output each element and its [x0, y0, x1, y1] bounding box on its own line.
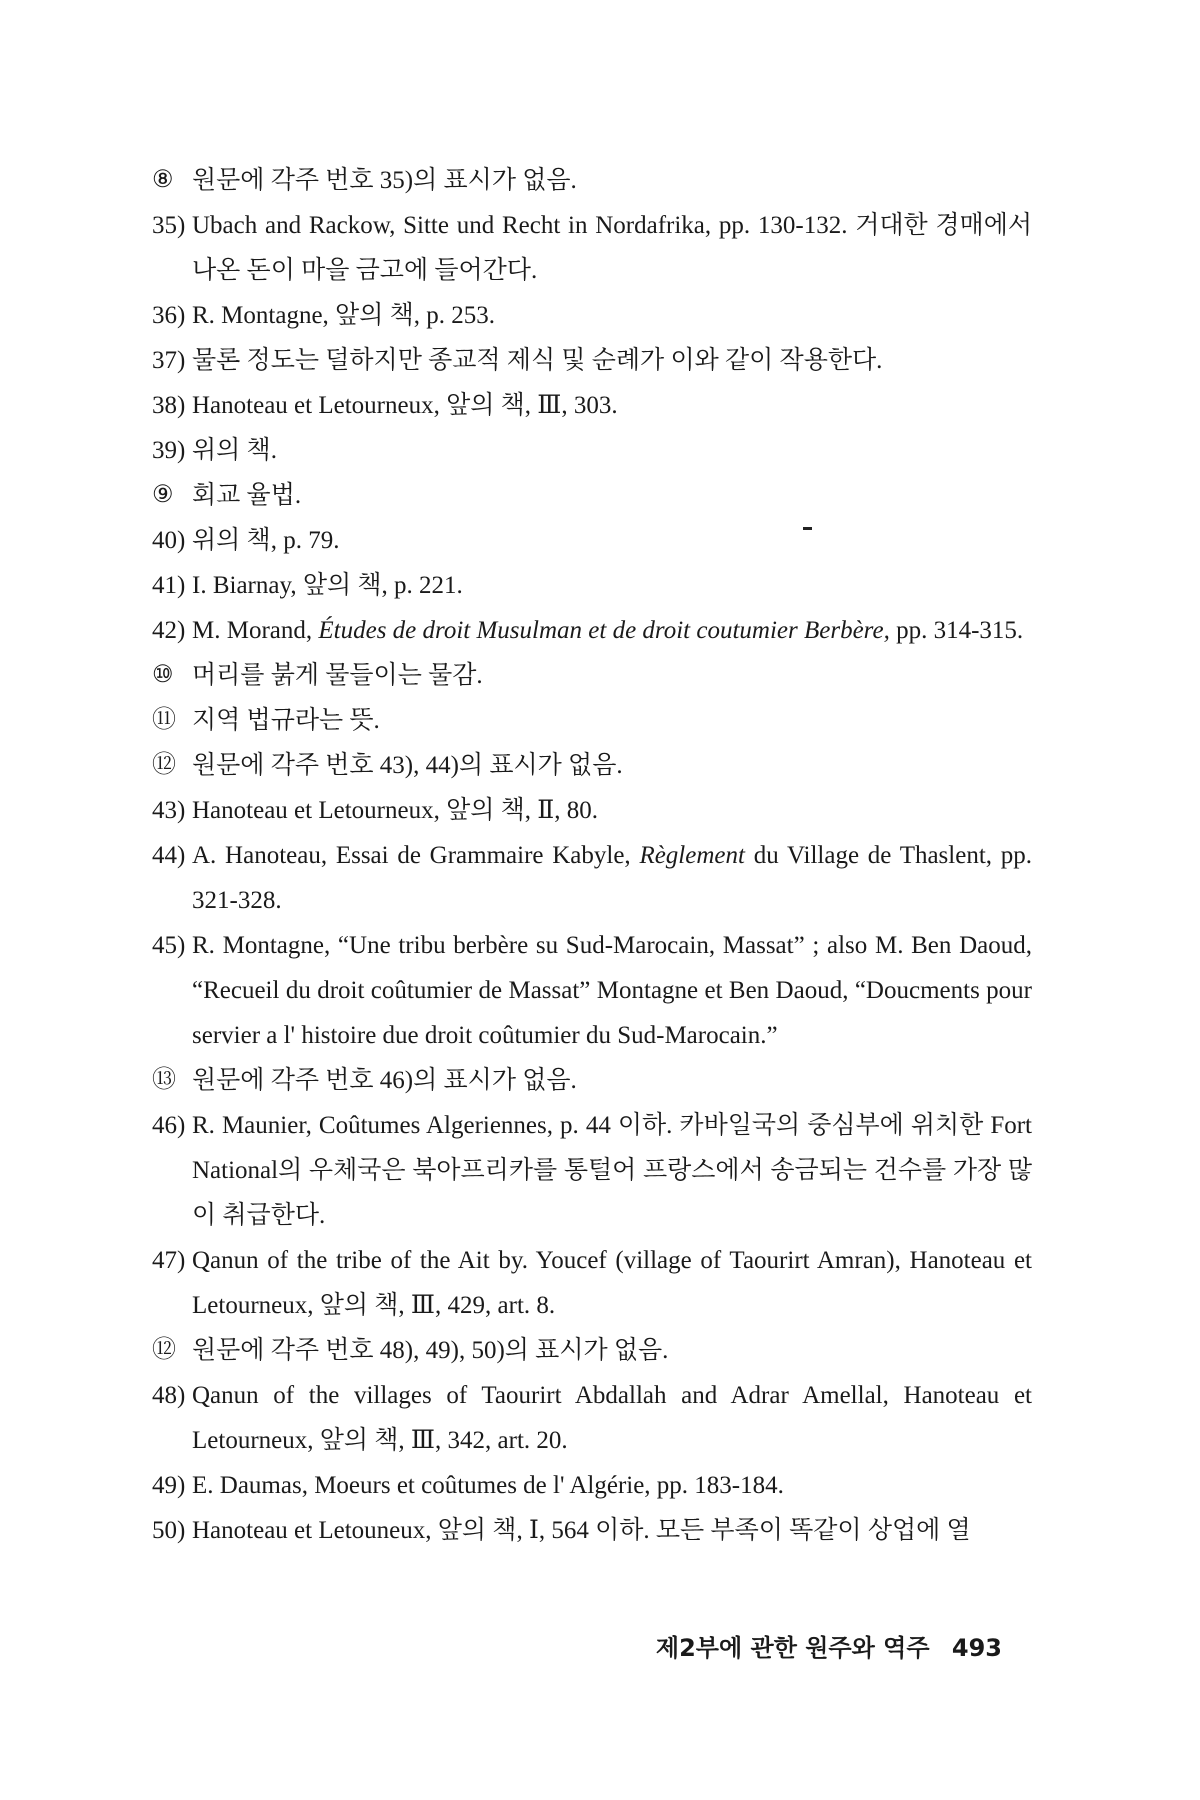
note-text: R. Montagne, 앞의 책, p. 253.: [192, 302, 495, 329]
note-text: I. Biarnay, 앞의 책, p. 221.: [192, 572, 463, 599]
note-marker: 46): [152, 1112, 186, 1139]
note-marker: ⑩: [152, 662, 174, 688]
author-note: [152, 1238, 1032, 1328]
note-text-tail: du Village de Thaslent, pp. 321-328.: [192, 842, 1033, 914]
author-note: [152, 518, 1032, 563]
note-marker: ⑫: [152, 1337, 176, 1363]
translator-note: [152, 653, 1032, 698]
note-marker: ⑬: [152, 1067, 176, 1093]
author-note: [152, 608, 1032, 653]
note-text: 원문에 각주 번호 48), 49), 50)의 표시가 없음.: [192, 1337, 669, 1364]
note-text: Hanoteau et Letourneux, 앞의 책, Ⅲ, 303.: [192, 392, 618, 419]
author-note: [152, 1463, 1032, 1508]
note-marker: 45): [152, 932, 186, 959]
author-note: [152, 1508, 1032, 1553]
translator-note: [152, 743, 1032, 788]
note-marker: 49): [152, 1472, 186, 1499]
note-text: 원문에 각주 번호 46)의 표시가 없음.: [192, 1067, 577, 1094]
note-marker: 48): [152, 1382, 186, 1409]
author-note: [152, 203, 1032, 293]
note-marker: 42): [152, 617, 186, 644]
translator-note: [152, 1058, 1032, 1103]
book-title-italic: Études de droit Musulman et de droit coutumier Berbère,: [318, 617, 890, 644]
author-note: [152, 1373, 1032, 1463]
note-text: 머리를 붉게 물들이는 물감.: [192, 662, 483, 689]
translator-note: [152, 1328, 1032, 1373]
note-marker: 39): [152, 437, 186, 464]
note-marker: ⑪: [152, 707, 176, 733]
author-note: [152, 833, 1032, 923]
note-marker: ⑨: [152, 482, 174, 508]
footnote-list: [152, 158, 1032, 1553]
note-text: Qanun of the villages of Taourirt Abdallah and Adrar Amellal, Hanoteau et Letourneux, 앞의 책, Ⅲ, 342, art. 20.: [192, 1382, 1032, 1454]
page-number: 493: [951, 1634, 1002, 1662]
author-note: [152, 383, 1032, 428]
translator-note: [152, 158, 1032, 203]
note-text: Hanoteau et Letourneux, 앞의 책, Ⅱ, 80.: [192, 797, 599, 824]
note-text-lead: A. Hanoteau, Essai de Grammaire Kabyle,: [192, 842, 640, 869]
note-text: Ubach and Rackow, Sitte und Recht in Nordafrika, pp. 130-132. 거대한 경매에서 나온 돈이 마을 금고에 들어간다.: [192, 212, 1032, 284]
note-marker: 43): [152, 797, 186, 824]
note-marker: 41): [152, 572, 186, 599]
note-text: Hanoteau et Letouneux, 앞의 책, Ⅰ, 564 이하. 모든 부족이 똑같이 상업에 열: [192, 1517, 971, 1544]
book-title-italic: Règlement: [639, 842, 745, 869]
author-note: [152, 563, 1032, 608]
note-marker: 47): [152, 1247, 186, 1274]
author-note: [152, 338, 1032, 383]
stray-dash-mark: [803, 527, 812, 530]
note-text: 원문에 각주 번호 43), 44)의 표시가 없음.: [192, 752, 623, 779]
author-note: [152, 1103, 1032, 1238]
translator-note: [152, 473, 1032, 518]
note-text-lead: M. Morand,: [192, 617, 319, 644]
note-text: 회교 율법.: [192, 482, 302, 509]
running-footer: [656, 1628, 1002, 1663]
note-text-tail: pp. 314-315.: [889, 617, 1024, 644]
note-marker: ⑫: [152, 752, 176, 778]
note-text: 물론 정도는 덜하지만 종교적 제식 및 순례가 이와 같이 작용한다.: [192, 347, 883, 374]
note-text: R. Maunier, Coûtumes Algeriennes, p. 44 이하. 카바일국의 중심부에 위치한 Fort National의 우체국은 북아프리카를 통털어 프랑스에서 송금되는 건수를 가장 많이 취급한다.: [192, 1112, 1032, 1229]
note-marker: 50): [152, 1517, 186, 1544]
note-text: R. Montagne, “Une tribu berbère su Sud-Marocain, Massat” ; also M. Ben Daoud, “Recueil du droit coûtumier de Massat” Montagne et Ben Daoud, “Doucments pour servier a l' histoire due droit coûtumier du Sud-Marocain.”: [192, 932, 1032, 1049]
note-text: E. Daumas, Moeurs et coûtumes de l' Algérie, pp. 183-184.: [192, 1472, 784, 1499]
note-text: 원문에 각주 번호 35)의 표시가 없음.: [192, 167, 577, 194]
note-marker: 35): [152, 212, 186, 239]
author-note: [152, 788, 1032, 833]
note-marker: ⑧: [152, 167, 174, 193]
translator-note: [152, 698, 1032, 743]
author-note: [152, 428, 1032, 473]
note-marker: 37): [152, 347, 186, 374]
note-marker: 38): [152, 392, 186, 419]
note-marker: 40): [152, 527, 186, 554]
note-text: 지역 법규라는 뜻.: [192, 707, 380, 734]
note-marker: 44): [152, 842, 186, 869]
note-text: [192, 833, 1032, 923]
author-note: [152, 923, 1032, 1058]
note-text: [192, 608, 1032, 653]
author-note: [152, 293, 1032, 338]
footer-title: 제2부에 관한 원주와 역주: [655, 1634, 930, 1662]
note-text: Qanun of the tribe of the Ait by. Youcef (village of Taourirt Amran), Hanoteau et Letourneux, 앞의 책, Ⅲ, 429, art. 8.: [192, 1247, 1032, 1319]
note-text: 위의 책, p. 79.: [192, 527, 340, 554]
note-text: 위의 책.: [192, 437, 277, 464]
note-marker: 36): [152, 302, 186, 329]
